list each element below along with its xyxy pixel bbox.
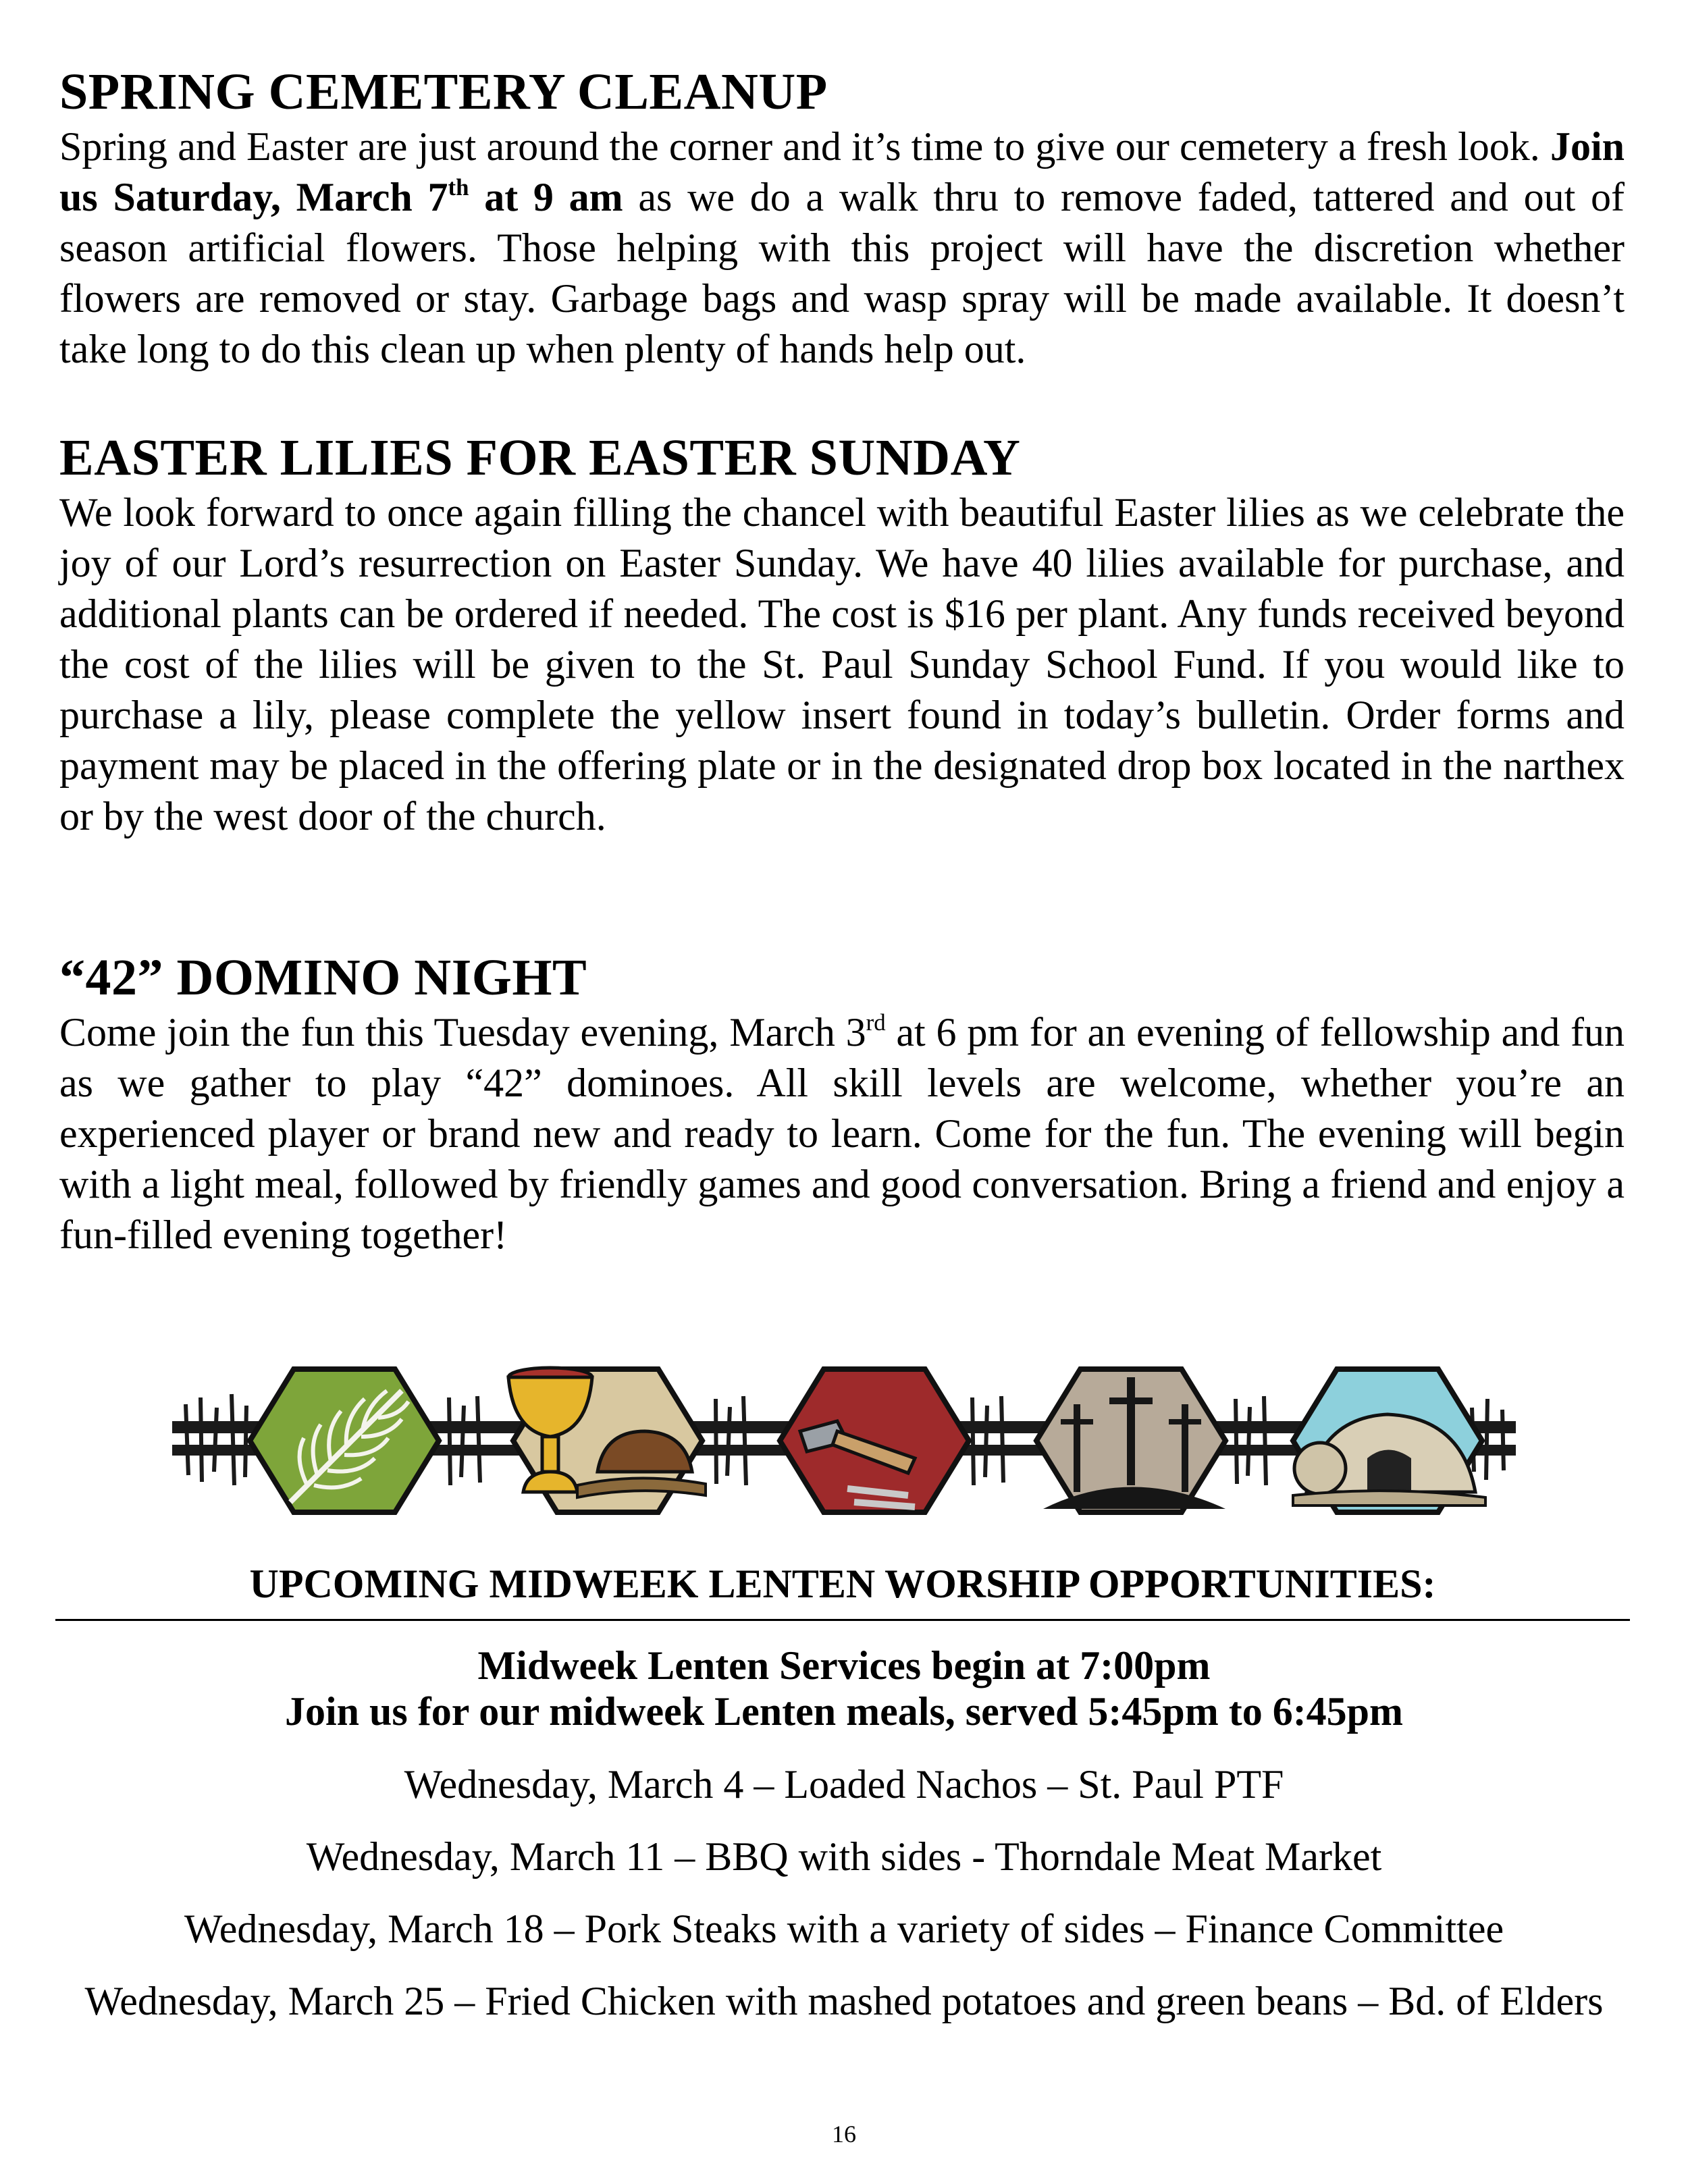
- lilies-section: [59, 429, 1625, 842]
- cleanup-section: [59, 63, 1625, 375]
- lilies-body: We look forward to once again filling the chancel with beautiful Easter lilies as we celebrate the joy of our Lord’s resurrection on Easter Sunday. We have 40 lilies available for purchase, and additional plants can be ordered if needed. The cost is $16 per plant. Any funds received beyond the cost of the lilies will be given to the St. Paul Sunday School Fund. If you would like to purchase a lily, please complete the yellow insert found in today’s bulletin. Order forms and payment may be placed in the offering plate or in the designated drop box located in the narthex or by the west door of the church.: [59, 490, 1625, 838]
- meal-item: Wednesday, March 25 – Fried Chicken with mashed potatoes and green beans – Bd. of Elders: [84, 1979, 1604, 2023]
- services-line: Midweek Lenten Services begin at 7:00pm: [477, 1643, 1211, 1688]
- domino-title: “42” DOMINO NIGHT: [59, 949, 587, 1006]
- lenten-title: UPCOMING MIDWEEK LENTEN WORSHIP OPPORTUNITIES:: [249, 1562, 1436, 1606]
- page-number: 16: [832, 2121, 856, 2148]
- meal-item: Wednesday, March 11 – BBQ with sides - Thorndale Meat Market: [306, 1834, 1382, 1879]
- empty-tomb-icon: [1293, 1369, 1485, 1512]
- meals-line: Join us for our midweek Lenten meals, served 5:45pm to 6:45pm: [284, 1689, 1404, 1734]
- domino-section: [59, 949, 1625, 1260]
- meal-item: Wednesday, March 4 – Loaded Nachos – St. Paul PTF: [404, 1762, 1284, 1807]
- chalice-and-bread-icon: [508, 1368, 706, 1512]
- divider: [55, 1619, 1630, 1621]
- lilies-title: EASTER LILIES FOR EASTER SUNDAY: [59, 429, 1021, 486]
- cleanup-title: SPRING CEMETERY CLEANUP: [59, 63, 828, 120]
- meal-item: Wednesday, March 18 – Pork Steaks with a variety of sides – Finance Committee: [184, 1907, 1504, 1951]
- palm-branch-icon: [250, 1369, 439, 1512]
- cleanup-date: Join us Saturday, March 7th at 9 am: [59, 124, 1625, 219]
- three-crosses-icon: [1036, 1369, 1225, 1512]
- cleanup-body: [59, 122, 1625, 375]
- hammer-and-nails-icon: [780, 1369, 969, 1512]
- cleanup-text-b: as we do a walk thru to remove faded, tattered and out of season artificial flowers. Those helping with this project will have the discretion whether flowers are removed or stay. Garbage bags and wasp spray will be made available. It doesn’t take long to do this clean up when plenty of hands help out.: [59, 175, 1625, 371]
- domino-body: Come join the fun this Tuesday evening, March 3rd at 6 pm for an evening of fellowship and fun as we gather to play “42” dominoes. All skill levels are welcome, whether you’re an experienced player or brand new and ready to learn. Come for the fun. The evening will begin with a light meal, followed by friendly games and good conversation. Bring a friend and enjoy a fun-filled evening together!: [59, 1009, 1625, 1257]
- lenten-symbols-banner: [172, 1357, 1516, 1526]
- cleanup-text-a: Spring and Easter are just around the corner and it’s time to give our cemetery a fresh look.: [59, 124, 1550, 169]
